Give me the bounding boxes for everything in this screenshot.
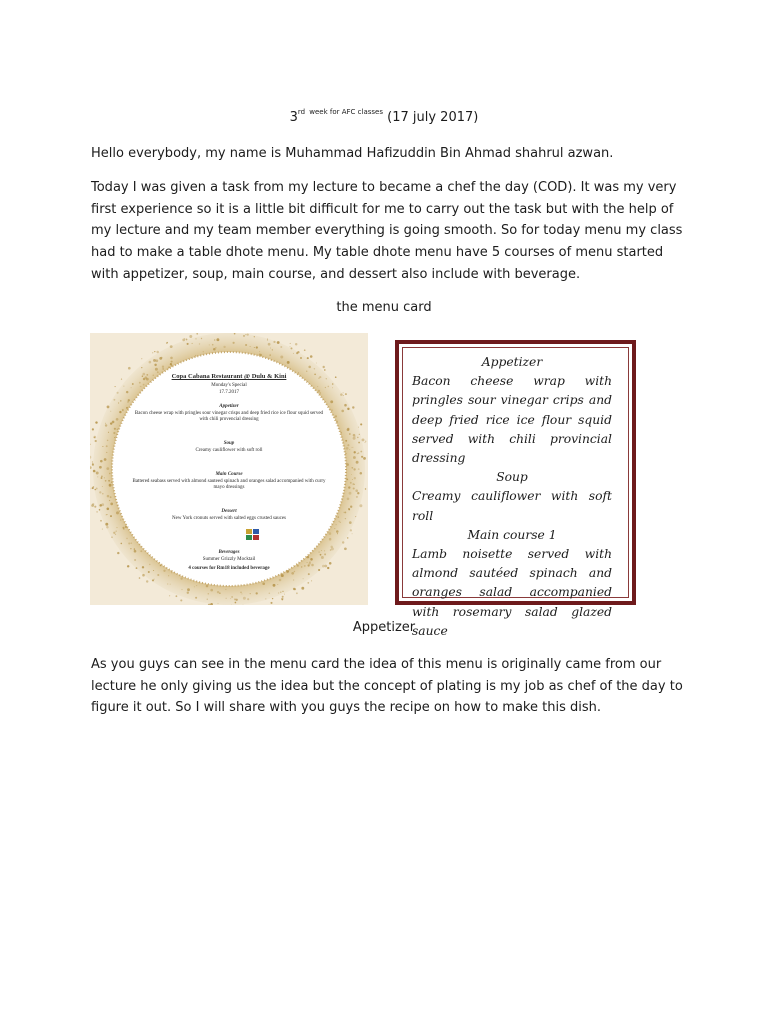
menu-card-main-body: Lamb noisette served with almond sautéed spinach and oranges salad accompanied with rosemary salad glazed sauce — [412, 547, 612, 638]
menu-card-appetizer-body: Bacon cheese wrap with pringles sour vinegar crips and deep fried rice ice flour squid served with chili provincial dressing — [412, 374, 612, 466]
menu-photo-appetizer-body: Bacon cheese wrap with pringles sour vinegar crisps and deep fried rice ice flour squid served with chili provencial dressing — [134, 411, 324, 422]
menu-photo-main-body: Battered seabass served with almond sauteed spinach and oranges salad accompanied with curry mayo dressings — [132, 479, 326, 490]
menu-photo-soup-body: Creamy cauliflower with soft roll — [195, 448, 263, 453]
menu-photo-beverage-body: Summer Grizzly Mocktail — [202, 557, 256, 562]
menu-photo — [90, 333, 368, 605]
heading-date: (17 july 2017) — [387, 110, 479, 125]
menu-photo-dessert-head: Dessert — [221, 509, 237, 514]
menu-photo-soup-head: Soup — [223, 441, 235, 446]
heading-superscript: rd — [297, 108, 306, 116]
closing-paragraph: As you guys can see in the menu card the idea of this menu is originally came from our lecture he only giving us the idea but the concept of plating is my job as chef of the day to figure it out. So I will share with you guys the recipe on how to make this dish. — [91, 657, 683, 716]
menu-photo-restaurant: Copa Cabana Restaurant @ Dulu & Kini — [171, 373, 287, 380]
heading-number: 3 — [289, 110, 298, 125]
heading-small-text: week for AFC classes — [309, 108, 383, 116]
page-heading — [0, 108, 768, 125]
menu-card — [395, 340, 636, 638]
menu-card-main-head: Main course 1 — [467, 527, 557, 542]
menu-card-soup-head: Soup — [496, 470, 528, 485]
menu-card-caption: the menu card — [336, 300, 432, 315]
menu-photo-date: 17.7.2017 — [219, 390, 239, 395]
menu-photo-dessert-body: New York cronuts served with salted eggs crusted sauces — [171, 516, 286, 521]
college-logo — [246, 529, 262, 541]
menu-photo-main-head: Main Course — [215, 472, 243, 477]
task-paragraph: Today I was given a task from my lecture to became a chef the day (COD). It was my very first experience so it is a little bit difficult for me to carry out the task but with the help of my lecture and my team member everything is going smooth. So for today menu my class had to make a table dhote menu. My table dhote menu have 5 courses of menu started with appetizer, soup, main course, and dessert also include with beverage. — [91, 180, 683, 282]
menu-card-appetizer-head: Appetizer — [481, 355, 543, 369]
menu-photo-beverage-head: Beverages — [218, 550, 240, 555]
intro-paragraph: Hello everybody, my name is Muhammad Hafizuddin Bin Ahmad shahrul azwan. — [91, 146, 614, 161]
menu-photo-footer: 4 courses for Rm18 included beverage — [188, 566, 270, 571]
menu-photo-appetizer-head: Appetizer — [219, 404, 239, 409]
menu-card-content — [412, 353, 612, 641]
menu-card-soup-body: Creamy cauliflower with soft roll — [412, 489, 612, 523]
menu-photo-special: Monday's Special — [211, 383, 247, 388]
appetizer-caption: Appetizer — [352, 620, 416, 635]
